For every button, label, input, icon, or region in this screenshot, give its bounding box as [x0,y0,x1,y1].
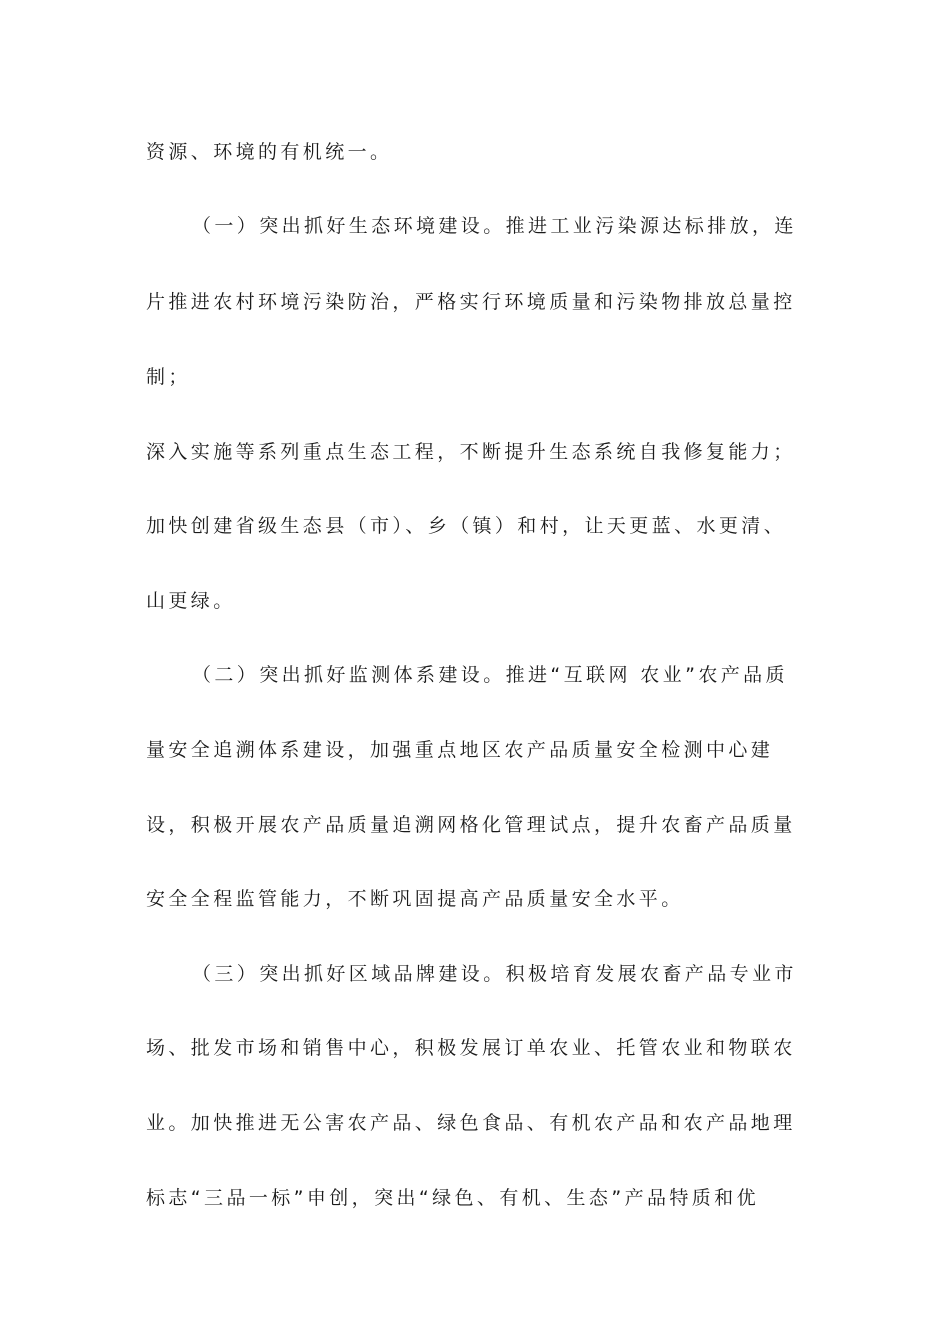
text-line: 制； [146,366,191,388]
text-line: 山更绿。 [146,590,236,612]
text-line: 加快创建省级生态县（市）、乡（镇）和村，让天更蓝、水更清、 [146,515,787,537]
text-line: 安全全程监管能力，不断巩固提高产品质量安全水平。 [146,888,684,910]
paragraph-2-heading-line: （二）突出抓好监测体系建设。推进“互联网 农业”农产品质 [192,664,788,686]
paragraph-3-heading-line: （三）突出抓好区域品牌建设。积极培育发展农畜产品专业市 [192,963,797,985]
text-line: 设，积极开展农产品质量追溯网格化管理试点，提升农畜产品质量 [146,814,796,836]
text-line: 片推进农村环境污染防治，严格实行环境质量和污染物排放总量控 [146,291,796,313]
text-line: 深入实施等系列重点生态工程，不断提升生态系统自我修复能力； [146,441,796,463]
text-line: 资源、环境的有机统一。 [146,141,393,163]
paragraph-1-heading-line: （一）突出抓好生态环境建设。推进工业污染源达标排放，连 [192,215,797,237]
text-line: 标志“三品一标”申创，突出“绿色、有机、生态”产品特质和优 [146,1187,759,1209]
text-line: 量安全追溯体系建设，加强重点地区农产品质量安全检测中心建 [146,739,774,761]
text-line: 业。加快推进无公害农产品、绿色食品、有机农产品和农产品地理 [146,1112,796,1134]
text-line: 场、批发市场和销售中心，积极发展订单农业、托管农业和物联农 [146,1037,796,1059]
